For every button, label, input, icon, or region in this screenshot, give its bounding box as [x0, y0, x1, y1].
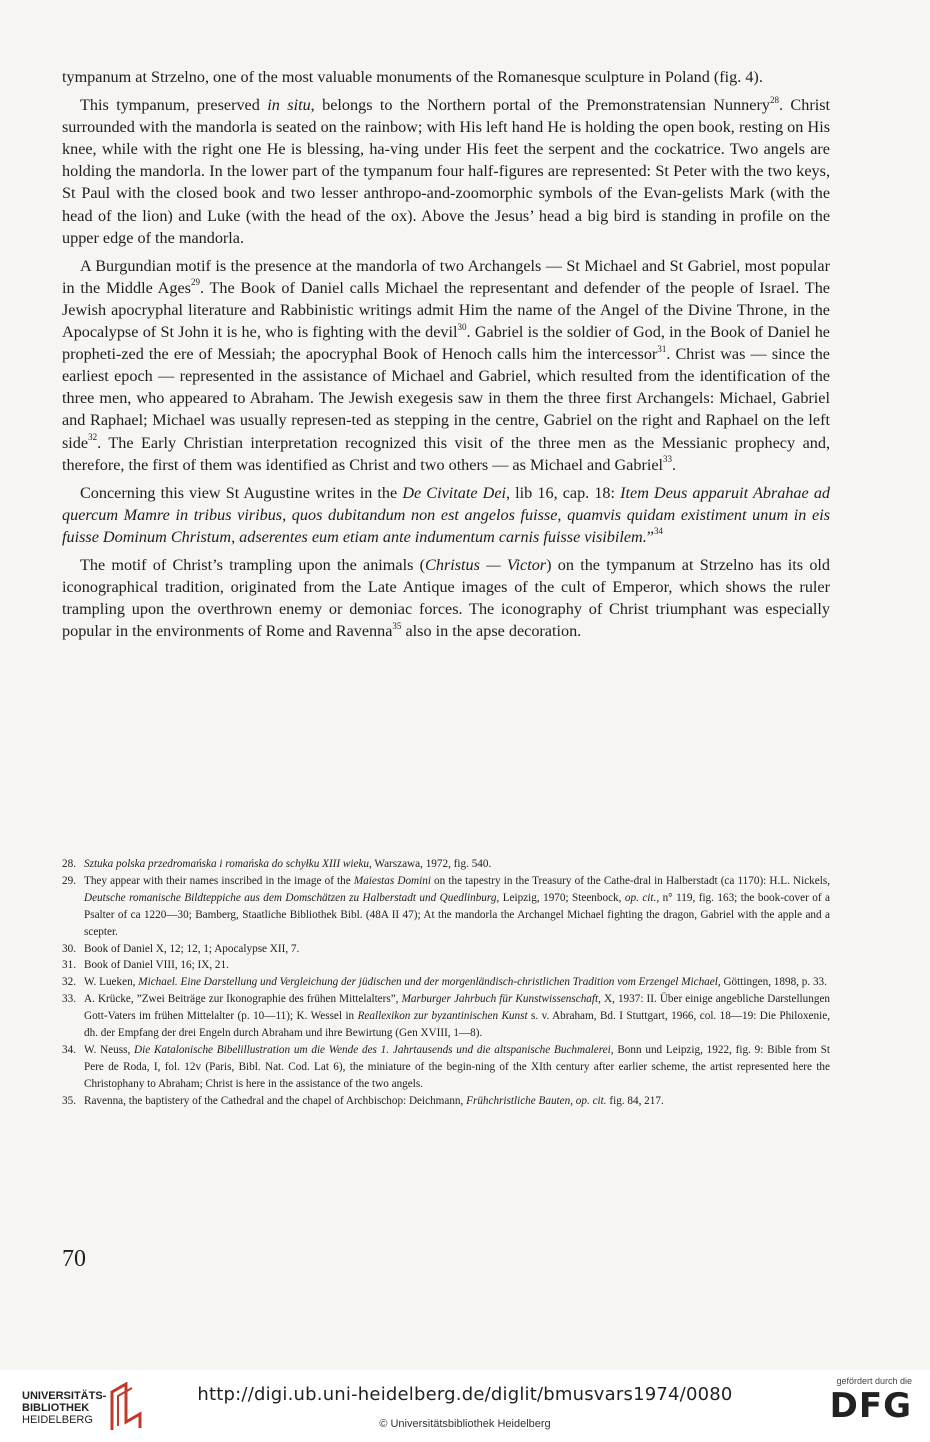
text-run: s. v. Abraham, Bd. I Stuttgart, 1966, col. 18—19: Die Philoxenie, dh. der Empfang der drei Engeln durch Abraham und ihre Bewirtung (Gen XVIII, 1—8). [84, 1010, 830, 1040]
footnote-number: 28. [62, 858, 76, 870]
text-run: on the tapestry in the Treasury of the Cathe-dral in Halberstadt (ca 1170): H.L. Nickels, [430, 874, 831, 887]
footnote-ref: 32 [88, 432, 98, 443]
footnote-ref: 35 [392, 620, 402, 631]
footnote [62, 1042, 830, 1093]
footnote [62, 873, 830, 941]
text-run: . The Book of Daniel calls Michael the representant and defender of the people of Israel. The Jewish apocryphal literature and Rabbinistic writings admit Him the name of the Angel of the Divine Throne, in the Apocalypse of St John it is he, who is fighting with the devil [62, 278, 830, 342]
footnote-number: 35. [62, 1094, 76, 1107]
copyright-notice: © Universitätsbibliothek Heidelberg [379, 1418, 551, 1430]
italic-text: Item Deus apparuit Abrahae ad quercum Mamre in tribus viribus, quos dubitandum non est angelos fuisse, quamvis quidam existiment unum in eis fuisse Dominum Christum, adserentes eum etiam ante indumentum carnis fuisse visibilem. [62, 483, 831, 546]
footnote-ref: 28 [769, 94, 779, 105]
footer-bar [0, 1370, 930, 1442]
footnote-number: 34. [62, 1043, 76, 1056]
footnote [62, 856, 830, 873]
text-run: . [672, 455, 677, 474]
paragraph [62, 255, 830, 476]
footnote-ref: 31 [657, 343, 667, 354]
italic-text: Maiestas Domini [353, 874, 431, 887]
italic-text: op. cit., [624, 891, 660, 904]
italic-text: Michael. Eine Darstellung und Vergleichung der jüdischen und der morgenländisch-christlichen Tradition vom Erzengel Michael, [138, 976, 721, 989]
text-run: A Burgundian motif is the presence at the mandorla of two Archangels — St Michael and St Gabriel, most popular in the Middle Ages [62, 256, 830, 297]
text-run: , lib 16, cap. 18: [506, 483, 621, 502]
footnote-number: 33. [62, 993, 76, 1006]
footnote-number: 30. [62, 942, 76, 955]
page-number: 70 [62, 1246, 86, 1272]
text-run: Bonn und Leipzig, 1922, fig. 9: Bible from St Pere de Roda, I, fol. 12v (Paris, Bibl. Nat. Cod. Lat 6), the miniature of the begin-ning of the XIth century after earlier scheme, the artist represented here the Christophany to Abraham; Christ is here in the assistance of the two angels. [84, 1043, 830, 1090]
italic-text: Christus — Victor [425, 555, 547, 574]
paragraph [62, 66, 830, 88]
footnote-number: 29. [62, 874, 76, 887]
text-run: The motif of Christ’s trampling upon the animals ( [80, 555, 426, 574]
text-run: Warszawa, 1972, fig. 540. [371, 858, 492, 870]
text-run: Book of Daniel VIII, 16; IX, 21. [84, 959, 229, 972]
body-text [62, 66, 830, 648]
text-run: Leipzig, 1970; Steenbock, [499, 891, 625, 904]
italic-text: Deutsche romanische Bildteppiche aus dem Domschätzen zu Halberstadt und Quedlinburg, [84, 891, 500, 904]
text-run: Ravenna, the baptistery of the Cathedral and the chapel of Archbischop: Deichmann, [84, 1094, 467, 1107]
text-run: . Christ surrounded with the mandorla is seated on the rainbow; with His left hand He is holding the open book, resting on His knee, while with the right one He is blessing, ha-ving under His feet the serpent and the cockatrice. Two angels are holding the mandorla. In the lower part of the tympanum four half-figures are represented: St Peter with the two keys, St Paul with the closed book and two lesser anthropo-and-zoomorphic symbols of the Evan-gelists Mark (with the head of the lion) and Luke (with the head of the ox). Above the Jesus’ head a big bird is standing in profile on the upper edge of the mandorla. [62, 96, 831, 247]
text-run: . Gabriel is the soldier of God, in the Book of Daniel he propheti-zed the ere of Messiah; the apocryphal Book of Henoch calls him the intercessor [62, 323, 830, 364]
text-run: fig. 84, 217. [606, 1094, 664, 1107]
text-run: ” [646, 527, 654, 546]
text-run: They appear with their names inscribed in the image of the [84, 874, 354, 887]
paragraph [62, 482, 830, 548]
text-run: n° 119, fig. 163; the book-cover of a Psalter of ca 1220—30; Bamberg, Staatliche Bibliothek Bibl. (48A II 47); At the mandorla the Archangel Michael fighting the dragon, Gabriel with the apple and a scepter. [84, 891, 830, 938]
text-run: X, 1937: II. Über einige angebliche Darstellungen Gott-Vaters im frühen Mittelalter (p. 10—11); K. Wessel in [84, 993, 830, 1023]
text-run: , belongs to the Northern portal of the Premonstratensian Nunnery [310, 96, 770, 115]
library-name: UNIVERSITÄTS- BIBLIOTHEK HEIDELBERG [22, 1390, 107, 1426]
footnote-ref: 30 [457, 321, 467, 332]
source-url-link[interactable]: http://digi.ub.uni-heidelberg.de/diglit/bmusvars1974/0080 [197, 1384, 733, 1405]
paragraph [62, 94, 830, 249]
paragraph [62, 554, 830, 642]
footnote-ref: 33 [663, 454, 673, 465]
text-run: This tympanum, preserved [80, 96, 268, 115]
text-run: W. Lueken, [84, 976, 139, 989]
text-run: Concerning this view St Augustine writes in the [80, 483, 403, 502]
text-run: W. Neuss, [84, 1043, 135, 1056]
text-run: ) on the tympanum at Strzelno has its old iconographical tradition, originated from the Late Antique images of the cult of Emperor, which shows the ruler trampling upon the overthrown enemy or demoniac forces. The iconography of Christ triumphant was especially popular in the environments of Rome and Ravenna [62, 555, 830, 641]
footnote-number: 32. [62, 976, 76, 989]
text-run: Göttingen, 1898, p. 33. [720, 976, 827, 989]
footnote-ref: 34 [653, 526, 663, 537]
italic-text: Die Katalonische Bibelillustration um die Wende des 1. Jahrtausends und die altspanische Buchmalerei, [134, 1043, 614, 1056]
dfg-logo: DFG [829, 1386, 912, 1426]
italic-text: Reallexikon zur byzantinischen Kunst [357, 1010, 528, 1023]
italic-text: in situ [267, 96, 311, 115]
footnote [62, 974, 830, 991]
text-run: Book of Daniel X, 12; 12, 1; Apocalypse XII, 7. [84, 942, 300, 955]
italic-text: De Civitate Dei [402, 483, 507, 502]
text-run: tympanum at Strzelno, one of the most valuable monuments of the Romanesque sculpture in Poland (fig. 4). [62, 68, 763, 86]
italic-text: Frühchristliche Bauten, op. cit. [466, 1094, 607, 1107]
text-run: A. Krücke, ”Zwei Beiträge zur Ikonographie des frühen Mittelalters”, [84, 993, 402, 1006]
footnote-ref: 29 [190, 277, 200, 288]
footnote [62, 957, 830, 974]
italic-text: Sztuka polska przedromańska i romańska do schyłku XIII wieku, [84, 858, 372, 870]
funder-note: gefördert durch die [836, 1376, 912, 1386]
footnote [62, 991, 830, 1042]
text-run: . The Early Christian interpretation recognized this visit of the three men as the Messianic prophecy and, therefore, the first of them was identified as Christ and two others — as Michael and Gabriel [62, 433, 830, 474]
text-run: . Christ was — since the earliest epoch — represented in the assistance of Michael and Gabriel, which resulted from the identification of the three men, who appeared to Abraham. The Jewish exegesis saw in them the three first Archangels: Michael, Gabriel and Raphael; Michael was usually represen-ted as stepping in the centre, Gabriel on the right and Raphael on the left side [62, 345, 830, 452]
footnote-number: 31. [62, 959, 76, 972]
footnotes [62, 856, 830, 1110]
footnote [62, 941, 830, 958]
dfg-badge [812, 1376, 912, 1426]
text-run: also in the apse decoration. [401, 622, 582, 641]
footnote [62, 1093, 830, 1110]
italic-text: Marburger Jahrbuch für Kunstwissenschaft, [401, 993, 601, 1006]
